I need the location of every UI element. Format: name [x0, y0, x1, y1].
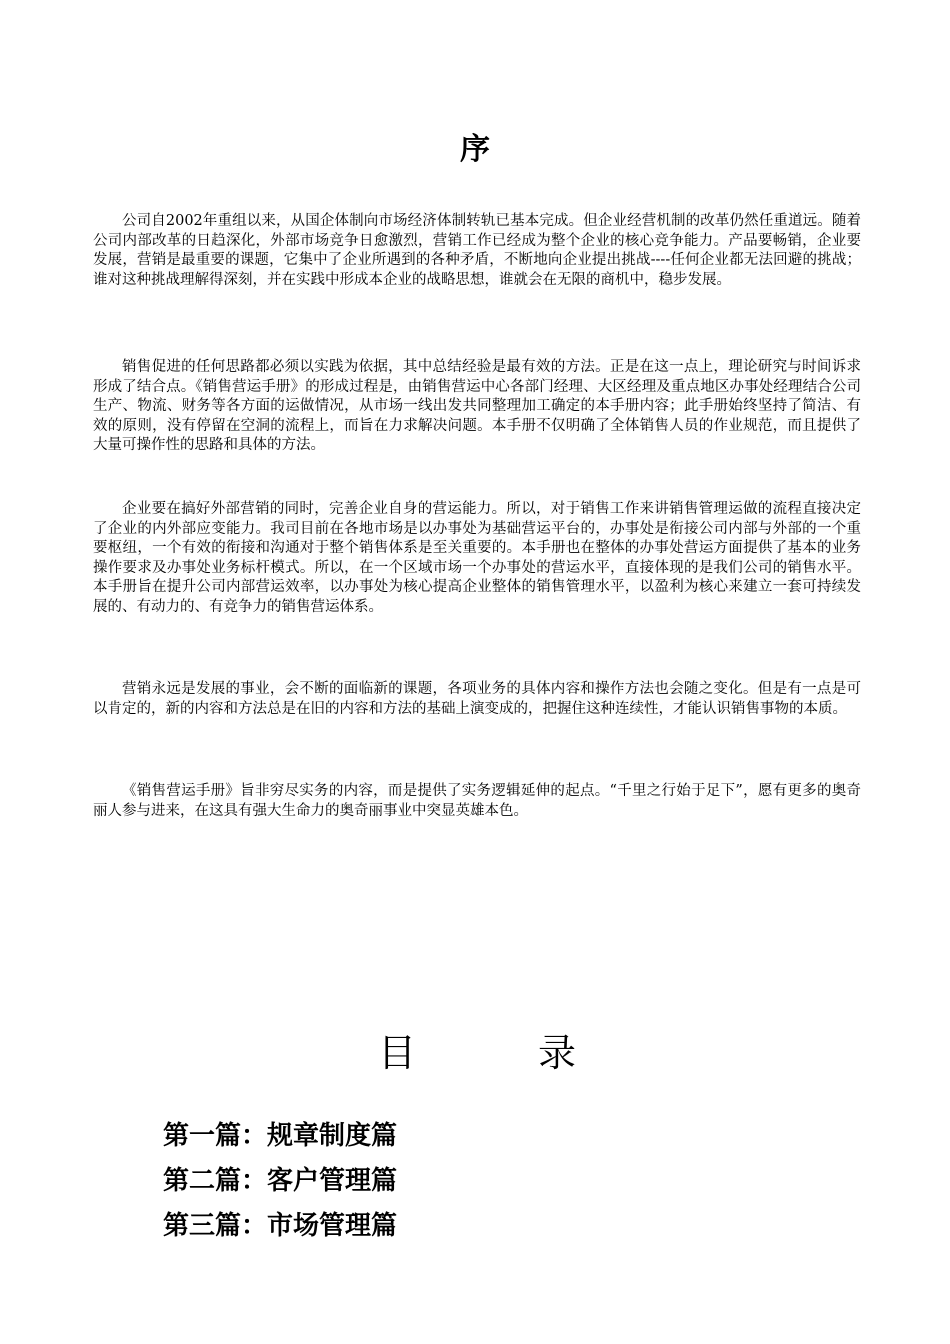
preface-paragraph-3: 企业要在搞好外部营销的同时，完善企业自身的营运能力。所以，对于销售工作来讲销售管理运做的流程直接决定了企业的内外部应变能力。我司目前在各地市场是以办事处为基础营运平台的，办事处是衔接公司内部与外部的一个重要枢纽，一个有效的衔接和沟通对于整个销售体系是至关重要的。本手册也在整体的办事处营运方面提供了基本的业务操作要求及办事处业务标杆模式。所以，在一个区域市场一个办事处的营运水平，直接体现的是我们公司的销售水平。本手册旨在提升公司内部营运效率，以办事处为核心提高企业整体的销售管理水平，以盈利为核心来建立一套可持续发展的、有动力的、有竞争力的销售营运体系。	[93, 501, 861, 615]
toc-item-part-1: 第一篇：规章制度篇	[163, 1121, 398, 1151]
preface-paragraph-4: 营销永远是发展的事业，会不断的面临新的课题，各项业务的具体内容和操作方法也会随之变化。但是有一点是可以肯定的，新的内容和方法总是在旧的内容和方法的基础上演变成的，把握住这种连续性，才能认识销售事物的本质。	[93, 681, 861, 717]
toc-item-part-3: 第三篇：市场管理篇	[163, 1211, 398, 1241]
toc-title-char-2: 录	[538, 1031, 577, 1075]
toc-list	[163, 1114, 397, 1249]
preface-paragraph-2: 销售促进的任何思路都必须以实践为依据，其中总结经验是最有效的方法。正是在这一点上，理论研究与时间诉求形成了结合点。《销售营运手册》的形成过程是，由销售营运中心各部门经理、大区经理及重点地区办事处经理结合公司生产、物流、财务等各方面的运做情况，从市场一线出发共同整理加工确定的本手册内容；此手册始终坚持了简洁、有效的原则，没有停留在空洞的流程上，而旨在力求解决问题。本手册不仅明确了全体销售人员的作业规范，而且提供了大量可操作性的思路和具体的方法。	[93, 359, 861, 454]
preface-paragraph-5: 《销售营运手册》旨非穷尽实务的内容，而是提供了实务逻辑延伸的起点。“千里之行始于足下”，愿有更多的奥奇丽人参与进来，在这具有强大生命力的奥奇丽事业中突显英雄本色。	[93, 783, 861, 819]
toc-item-part-2: 第二篇：客户管理篇	[163, 1166, 398, 1196]
preface-title: 序	[460, 132, 490, 167]
preface-paragraph-1: 公司自2002年重组以来，从国企体制向市场经济体制转轨已基本完成。但企业经营机制的改革仍然任重道远。随着公司内部改革的日趋深化，外部市场竞争日愈激烈，营销工作已经成为整个企业的核心竞争能力。产品要畅销，企业要发展，营销是最重要的课题，它集中了企业所遇到的各种矛盾，不断地向企业提出挑战----任何企业都无法回避的挑战；谁对这种挑战理解得深刻，并在实践中形成本企业的战略思想，谁就会在无限的商机中，稳步发展。	[93, 213, 861, 288]
toc-title-char-1: 目	[378, 1031, 417, 1075]
